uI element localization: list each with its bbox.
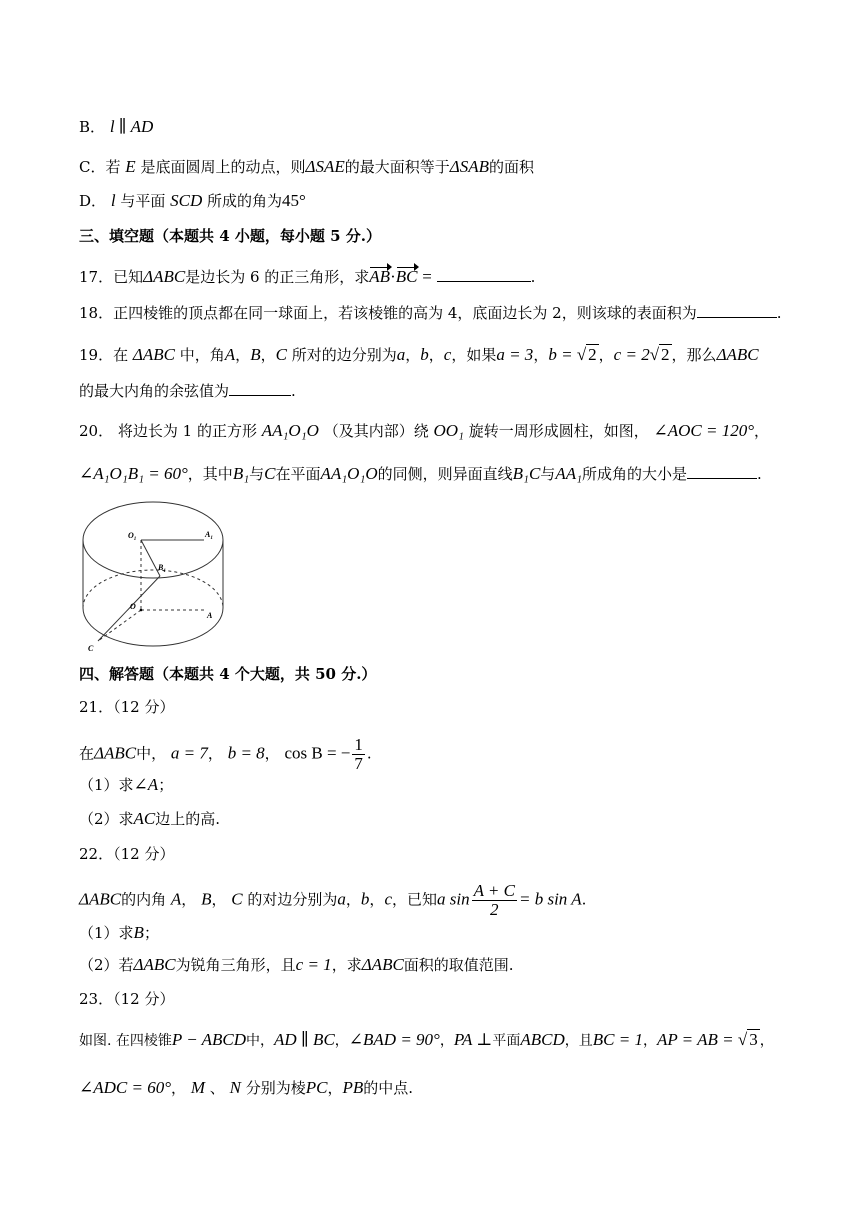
bottom-arc-back xyxy=(83,570,223,608)
label-b1: $B_1$ xyxy=(158,563,166,574)
sqrt-2b: √ 2 xyxy=(649,345,670,364)
segment-oc xyxy=(98,610,141,641)
label-o: O xyxy=(130,602,136,611)
label-c: C xyxy=(88,644,94,653)
fraction-1-7: $\frac{1}{7}$ xyxy=(354,735,363,773)
answer-blank-17[interactable] xyxy=(437,267,531,282)
question-23-head: 23．（12 分） xyxy=(79,990,175,1008)
cylinder-figure xyxy=(78,498,228,654)
question-20-line2: ∠A₁O₁B₁ = 60°，其中B₁与C在平面AA₁O₁O的同侧，则异面直线B₁C与AA₁所成角的大小是 . xyxy=(79,464,762,483)
option-b: B． l ∥ AD xyxy=(79,117,154,136)
option-c: C．若 E 是底面圆周上的动点，则ΔSAE的最大面积等于ΔSAB的面积 xyxy=(79,157,534,176)
label-a1: $A_1$ xyxy=(205,530,213,541)
question-22-part1: （1）求B； xyxy=(79,923,159,942)
bottom-arc-front xyxy=(83,608,223,646)
question-22-part2: （2）若ΔABC为锐角三角形，且c = 1，求ΔABC面积的取值范围. xyxy=(79,955,514,974)
question-19-line2: 的最大内角的余弦值为 . xyxy=(79,382,296,400)
question-23-line2: ∠ADC = 60°， M 、 N 分别为棱PC，PB的中点. xyxy=(79,1078,414,1097)
fraction-a-plus-c-over-2: $\frac{A + C}{2}$ xyxy=(473,881,515,919)
answer-blank-18[interactable] xyxy=(697,303,777,318)
question-22-head: 22．（12 分） xyxy=(79,845,175,863)
answer-blank-19[interactable] xyxy=(229,381,291,396)
question-22: ΔABC的内角 A， B， C 的对边分别为a，b，c，已知a sin $\frac{A + C}{2}$ = b sin A. xyxy=(79,881,587,919)
segment-b1c xyxy=(98,576,160,641)
label-o1: $O_1$ xyxy=(128,531,137,542)
sqrt-2: √ 2 xyxy=(576,345,597,364)
section-fill-header: 三、填空题（本题共 4 小题，每小题 5 分.） xyxy=(79,227,381,245)
question-19: 19．在 ΔABC 中，角A，B，C 所对的边分别为a，b，c，如果a = 3，b = √ 2 ，c = 2√ 2 ，那么ΔABC xyxy=(79,345,759,364)
question-17: 17．已知ΔABC是边长为 6 的正三角形，求AB·BC = . xyxy=(79,267,536,286)
point-o xyxy=(140,609,143,612)
sqrt-3: √ 3 xyxy=(737,1030,758,1049)
question-20: 20． 将边长为 1 的正方形 AA₁O₁O （及其内部）绕 OO₁ 旋转一周形成圆柱，如图， ∠AOC = 120°， xyxy=(79,421,770,440)
section-solve-header: 四、解答题（本题共 4 个大题，共 50 分.） xyxy=(79,665,377,683)
option-d: D． l 与平面 SCD 所成的角为45° xyxy=(79,191,306,210)
question-21: 在ΔABC中， a = 7， b = 8， cos B = − $\frac{1}{7}$ . xyxy=(79,735,372,773)
question-23: 如图. 在四棱锥P − ABCD中，AD ∥ BC，∠BAD = 90°，PA ⊥平面ABCD，且BC = 1，AP = AB = √ 3 ， xyxy=(79,1030,774,1049)
question-21-part1: （1）求∠A； xyxy=(79,775,174,794)
label-a: A xyxy=(207,611,213,620)
question-18: 18．正四棱锥的顶点都在同一球面上，若该棱锥的高为 4，底面边长为 2，则该球的表面积为 . xyxy=(79,304,782,322)
question-21-part2: （2）求AC边上的高. xyxy=(79,809,221,828)
answer-blank-20[interactable] xyxy=(687,464,757,479)
question-21-head: 21．（12 分） xyxy=(79,698,175,716)
